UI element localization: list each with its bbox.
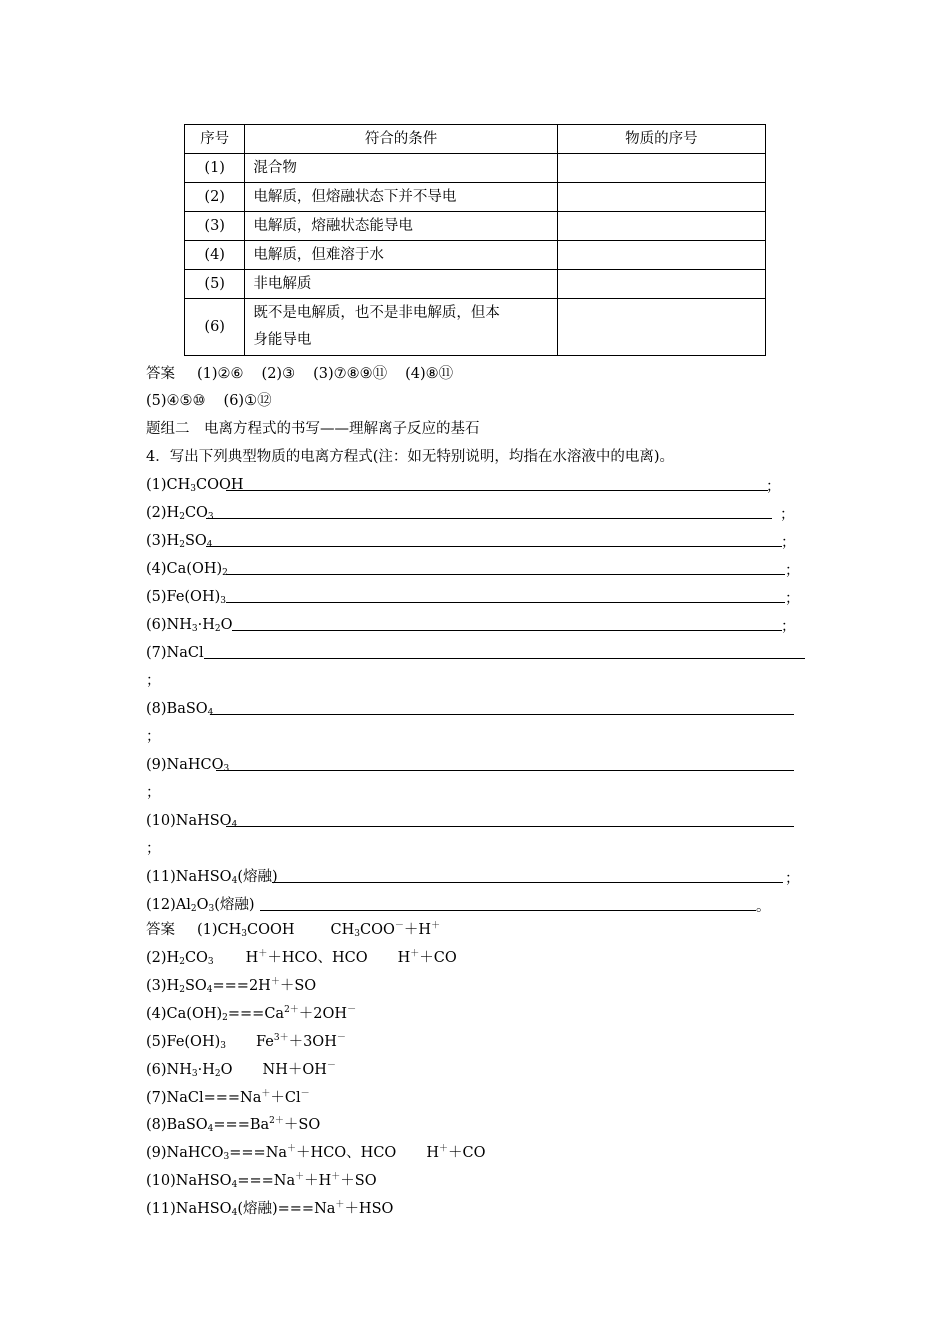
- answer-item: (4)⑧⑪: [405, 366, 454, 382]
- line-end: ；: [785, 563, 800, 579]
- item-6-label: $(6)NH_3\cdot H_2O$: [146, 617, 233, 634]
- question-4: 4．写出下列典型物质的电离方程式(注：如无特别说明，均指在水溶液中的电离)。: [146, 449, 675, 465]
- table-row: [185, 241, 766, 270]
- line-end: ；: [146, 673, 161, 689]
- group2-title: 题组二 电离方程式的书写——理解离子反应的基石: [146, 421, 480, 437]
- header-substances: 物质的序号: [557, 125, 765, 154]
- row-answer-cell[interactable]: [557, 241, 765, 270]
- row-condition: 非电解质: [245, 270, 557, 299]
- blank-line[interactable]: [204, 658, 805, 659]
- item-1-label: $(1)CH_3COOH$: [146, 477, 244, 494]
- item-3-label: $(3)H_2SO_4$: [146, 533, 213, 550]
- blank-line[interactable]: [206, 518, 772, 519]
- table-row: [185, 212, 766, 241]
- header-index: 序号: [185, 125, 245, 154]
- line-end: ；: [146, 785, 161, 801]
- line-end: ；: [146, 729, 161, 745]
- table-header-row: [185, 125, 766, 154]
- row-condition: 电解质，但熔融状态下并不导电: [245, 183, 557, 212]
- item-9-label: (9)NaHCO$_3$: [146, 757, 230, 774]
- row-index: (6): [185, 299, 245, 356]
- row-answer-cell[interactable]: [557, 270, 765, 299]
- line-end: ；: [781, 619, 796, 635]
- answer1-line1: [146, 364, 453, 384]
- row-index: (1): [185, 154, 245, 183]
- row-index: (2): [185, 183, 245, 212]
- blank-line[interactable]: [226, 826, 794, 827]
- answer2-line5: $(5)Fe(OH)_3$ $Fe^{3+}+3OH^-$: [146, 1033, 346, 1051]
- row-index: (5): [185, 270, 245, 299]
- answer2-line3: $(3)H_2SO_4===2H^++SO$: [146, 977, 317, 995]
- table-row: [185, 270, 766, 299]
- item-8-label: (8)BaSO$_4$: [146, 701, 214, 718]
- blank-line[interactable]: [206, 546, 782, 547]
- table-row: [185, 299, 766, 356]
- row-answer-cell[interactable]: [557, 212, 765, 241]
- item-2-label: $(2)H_2CO_3$: [146, 505, 214, 522]
- answer2-line4: $(4)Ca(OH)_2===Ca^{2+}+2OH^-$: [146, 1005, 357, 1023]
- item-12-label: $(12)Al_2O_3$(熔融): [146, 897, 255, 914]
- item-10-label: (10)NaHSO$_4$: [146, 813, 238, 830]
- answer-item: (1)②⑥: [197, 366, 244, 382]
- line-end: ；: [781, 535, 796, 551]
- row-condition: 电解质，熔融状态能导电: [245, 212, 557, 241]
- row-index: (3): [185, 212, 245, 241]
- answer-item: (2)③: [261, 366, 296, 382]
- answer-item: (3)⑦⑧⑨⑪: [313, 366, 388, 382]
- table-row: [185, 183, 766, 212]
- answer2-line9: (9)NaHCO$_3$===Na＋＋HCO、HCO H＋＋CO: [146, 1144, 486, 1162]
- table-row: [185, 154, 766, 183]
- row-condition: 混合物: [245, 154, 557, 183]
- answer2-line1: 答案 $(1)CH_3COOH$ $CH_3COO^-+H^+$: [146, 921, 441, 939]
- row-condition-line1: 既不是电解质，也不是非电解质，但本: [253, 305, 500, 321]
- line-end: ；: [785, 591, 800, 607]
- line-end: ；: [766, 479, 781, 495]
- blank-line[interactable]: [216, 770, 794, 771]
- header-condition: 符合的条件: [245, 125, 557, 154]
- answer-item: (6)①⑫: [223, 393, 272, 409]
- row-condition: [245, 299, 557, 356]
- item-4-label: $(4)Ca(OH)_2$: [146, 561, 228, 578]
- line-end: ；: [146, 841, 161, 857]
- answer1-line2: [146, 391, 272, 411]
- row-condition-line2: 身能导电: [253, 332, 312, 348]
- item-11-label: (11)NaHSO$_4$(熔融): [146, 869, 278, 886]
- line-end: ；: [780, 507, 795, 523]
- blank-line[interactable]: [226, 574, 785, 575]
- answer2-line2: $(2)H_2CO_3$ H＋＋HCO、HCO H＋＋CO: [146, 949, 457, 967]
- answer2-line8: $(8)BaSO_4===Ba^{2+}+SO$: [146, 1116, 321, 1134]
- line-end: 。: [756, 899, 771, 915]
- row-answer-cell[interactable]: [557, 154, 765, 183]
- answer-item: (5)④⑤⑩: [146, 393, 206, 409]
- blank-line[interactable]: [226, 490, 768, 491]
- conditions-table: [184, 124, 766, 356]
- answer2-line10: (10)NaHSO$_4$===Na＋＋H＋＋SO: [146, 1172, 377, 1190]
- answer-label: 答案: [146, 922, 175, 938]
- item-7-label: (7)NaCl: [146, 645, 204, 661]
- row-answer-cell[interactable]: [557, 183, 765, 212]
- blank-line[interactable]: [260, 910, 756, 911]
- blank-line[interactable]: [226, 602, 785, 603]
- row-answer-cell[interactable]: [557, 299, 765, 356]
- row-index: (4): [185, 241, 245, 270]
- blank-line[interactable]: [272, 882, 783, 883]
- blank-line[interactable]: [232, 630, 782, 631]
- answer2-line11: (11)NaHSO$_4$(熔融)===Na＋＋HSO: [146, 1200, 394, 1218]
- answer2-line7: (7)NaCl===Na＋＋Cl－: [146, 1089, 310, 1106]
- row-condition: 电解质，但难溶于水: [245, 241, 557, 270]
- answer2-line6: $(6)NH_3\cdot H_2O$ NH＋OH－: [146, 1061, 336, 1079]
- answer-label: 答案: [146, 366, 175, 382]
- line-end: ；: [785, 871, 800, 887]
- blank-line[interactable]: [210, 714, 794, 715]
- item-5-label: $(5)Fe(OH)_3$: [146, 589, 226, 606]
